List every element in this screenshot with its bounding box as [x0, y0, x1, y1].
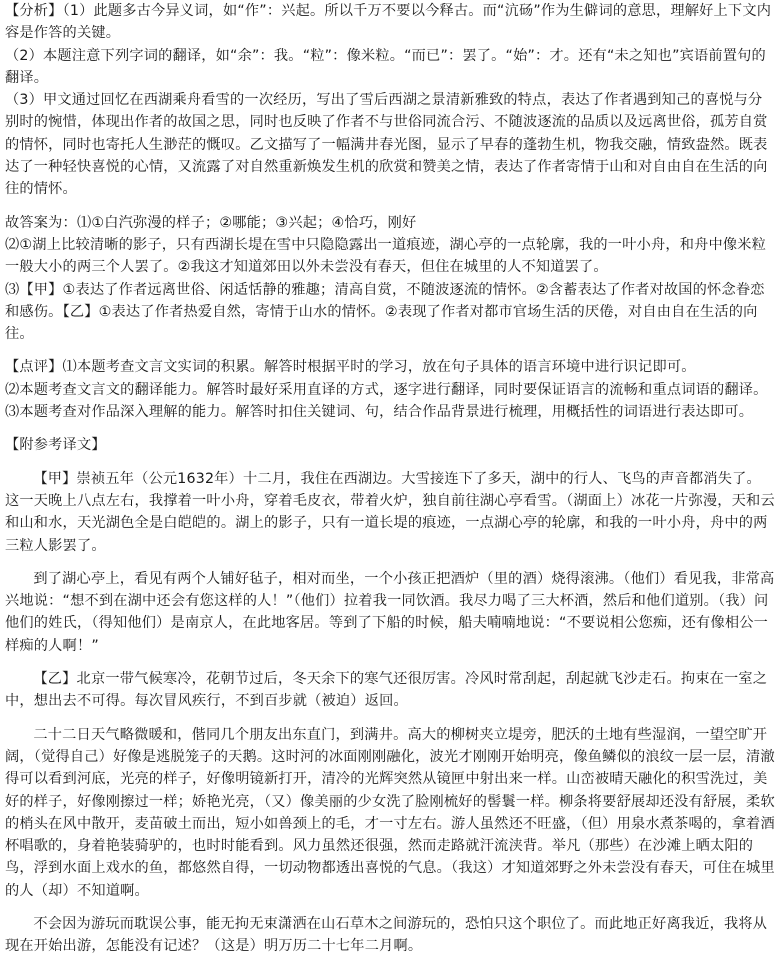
- spacer: [5, 201, 775, 212]
- analysis-section: [5, 0, 775, 201]
- comment-part-2: ⑵本题考查文言文的翻译能力。解答时最好采用直译的方式，逐字进行翻译，同时要保证语言的流畅和重点词语的翻译。: [5, 381, 768, 398]
- translation-section: [5, 434, 775, 957]
- comment-part-3: ⑶本题考查对作品深入理解的能力。解答时扣住关键词、句，结合作品背景进行梳理，用概括性的词语进行表达即可。: [5, 404, 754, 421]
- comment-section: [5, 356, 775, 423]
- spacer: [5, 902, 775, 913]
- spacer: [5, 457, 775, 468]
- spacer: [5, 557, 775, 568]
- comment-part-1: 【点评】⑴本题考查文言文实词的积累。解答时根据平时的学习，放在句子具体的语言环境中进行识记即可。: [5, 359, 696, 376]
- spacer: [5, 657, 775, 668]
- translation-yi-paragraph-2: 二十二日天气略微暖和，偕同几个朋友出东直门，到满井。高大的柳树夹立堤旁，肥沃的土地有些湿润，一望空旷开阔，（觉得自己）好像是逃脱笼子的天鹅。这时河的冰面刚刚融化，波光才刚刚开始明亮，像鱼鳞似的浪纹一层一层，清澈得可以看到河底，光亮的样子，好像明镜新打开，清冷的光辉突然从镜匣中射出来一样。山峦被晴天融化的积雪洗过，美好的样子，好像刚擦过一样；娇艳光亮，（又）像美丽的少女洗了脸刚梳好的髻鬟一样。柳条将要舒展却还没有舒展，柔软的梢头在风中散开，麦苗破土而出，短小如兽颈上的毛，才一寸左右。游人虽然还不旺盛，（但）用泉水煮茶喝的，拿着酒杯唱歌的，身着艳装骑驴的，也时时能看到。风力虽然还很强，然而走路就汗流浃背。举凡（那些）在沙滩上晒太阳的鸟，浮到水面上戏水的鱼，都悠然自得，一切动物都透出喜悦的气息。（我这）才知道郊野之外未尝没有春天，可住在城里的人（却）不知道啊。: [5, 726, 775, 899]
- translation-heading: 【附参考译文】: [5, 437, 106, 454]
- answer-part-2: ⑵①湖上比较清晰的影子，只有西湖长堤在雪中只隐隐露出一道痕迹，湖心亭的一点轮廓，我的一叶小舟，和舟中像米粒一般大小的两三个人罢了。②我这才知道郊田以外未尝没有春天，但住在城里的人不知道罢了。: [5, 236, 767, 276]
- translation-jia-paragraph-2: 到了湖心亭上，看见有两个人铺好毡子，相对而坐，一个小孩正把酒炉（里的酒）烧得滚沸。（他们）看见我，非常高兴地说：“想不到在湖中还会有您这样的人！”（他们）拉着我一同饮酒。我尽力喝了三大杯酒，然后和他们道别。（我）问他们的姓氏，（得知他们）是南京人，在此地客居。等到了下船的时候，船夫喃喃地说：“不要说相公您痴，还有像相公一样痴的人啊！”: [5, 570, 775, 654]
- translation-yi-paragraph-1: 【乙】北京一带气候寒冷，花朝节过后，冬天余下的寒气还很厉害。冷风时常刮起，刮起就飞沙走石。拘束在一室之中，想出去不可得。每次冒风疾行，不到百步就（被迫）返回。: [5, 671, 768, 710]
- spacer: [5, 713, 775, 724]
- answer-section: [5, 212, 775, 346]
- translation-jia-paragraph-1: 【甲】崇祯五年（公元1632年）十二月，我住在西湖边。大雪接连下了多天，湖中的行人、飞鸟的声音都消失了。这一天晚上八点左右，我撑着一叶小舟，穿着毛皮衣，带着火炉，独自前往湖心亭看雪。（湖面上）冰花一片弥漫，天和云和山和水，天光湖色全是白皑皑的。湖上的影子，只有一道长堤的痕迹，一点湖心亭的轮廓，和我的一叶小舟，舟中的两三粒人影罢了。: [5, 470, 775, 554]
- answer-part-3: ⑶【甲】①表达了作者远离世俗、闲适恬静的雅趣；清高自赏，不随波逐流的情怀。②含蓄表达了作者对故国的怀念眷恋和感伤。【乙】①表达了作者热爱自然，寄情于山水的情怀。②表现了作者对都市官场生活的厌倦，对自由自在生活的向往。: [5, 281, 765, 343]
- analysis-paragraph-1: 【分析】（1）此题多古今异义词，如“作”：兴起。所以千万不要以今释古。而“沆砀”作为生僻词的意思，理解好上下文内容是作答的关键。: [5, 3, 772, 42]
- answer-part-1: 故答案为：⑴①白汽弥漫的样子；②哪能；③兴起；④恰巧，刚好: [5, 214, 417, 231]
- analysis-paragraph-2: （2）本题注意下列字词的翻译，如“余”：我。“粒”：像米粒。“而已”：罢了。“始”：才。还有“未之知也”宾语前置句的翻译。: [5, 47, 766, 86]
- spacer: [5, 423, 775, 434]
- spacer: [5, 345, 775, 356]
- translation-yi-paragraph-3: 不会因为游玩而耽误公事，能无拘无束潇洒在山石草木之间游玩的，恐怕只这个职位了。而此地正好离我近，我将从现在开始出游，怎能没有记述？（这是）明万历二十七年二月啊。: [5, 915, 768, 955]
- analysis-paragraph-3: （3）甲文通过回忆在西湖乘舟看雪的一次经历，写出了雪后西湖之景清新雅致的特点，表达了作者遇到知己的喜悦与分别时的惋惜，体现出作者的故国之思，同时也反映了作者不与世俗同流合污、不随波逐流的品质以及远离世俗，孤芳自赏的情怀，同时也寄托人生渺茫的慨叹。乙文描写了一幅满井春光图，显示了早春的蓬勃生机，物我交融，情致盎然。既表达了一种轻快喜悦的心情，又流露了对自然重新焕发生机的欣赏和赞美之情，表达了作者寄情于山和对自由自在生活的向往的情怀。: [5, 92, 768, 198]
